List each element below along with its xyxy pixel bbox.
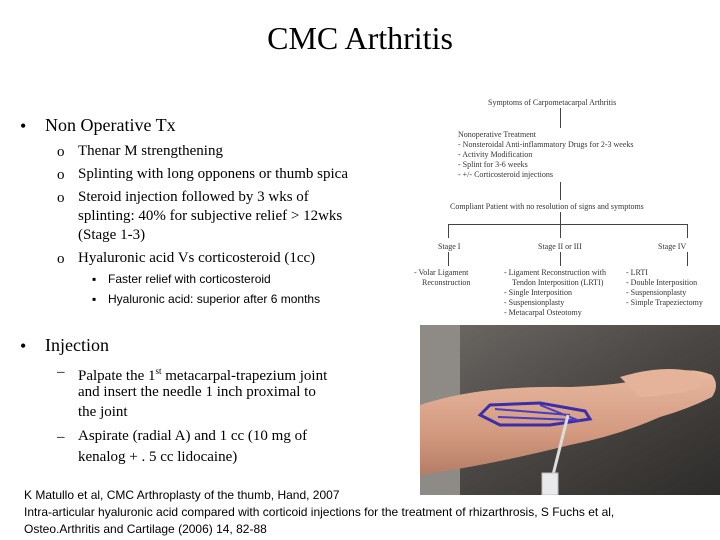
stage23-item: - Metacarpal Osteotomy (504, 308, 582, 317)
square-bullet-icon: ▪ (92, 272, 97, 286)
flowchart-box-item: - +/- Corticosteroid injections (458, 170, 553, 179)
list-item-continuation: splinting: 40% for subjective relief > 12wks (78, 208, 343, 224)
stage23-item: - Ligament Reconstruction with (504, 268, 606, 277)
sub-bullet-icon: o (57, 144, 65, 160)
flowchart-box-item: - Nonsteroidal Anti-inflammatory Drugs for 2-3 weeks (458, 140, 634, 149)
list-subitem: Faster relief with corticosteroid (108, 272, 271, 286)
connector-line (560, 224, 561, 238)
connector-line (560, 252, 561, 266)
stage4-item: - Suspensionplasty (626, 288, 687, 297)
stage4-item: - Double Interposition (626, 278, 698, 287)
dash-bullet-icon: – (57, 429, 65, 445)
stage-label: Stage IV (658, 242, 687, 251)
square-bullet-icon: ▪ (92, 292, 97, 306)
connector-line (687, 252, 688, 266)
reference-line: K Matullo et al, CMC Arthroplasty of the thumb, Hand, 2007 (24, 488, 340, 502)
stage23-item: - Suspensionplasty (504, 298, 565, 307)
list-item-continuation: the joint (78, 404, 128, 420)
stage-label: Stage II or III (538, 242, 582, 251)
list-item: Steroid injection followed by 3 wks of (78, 189, 309, 205)
list-item: Splinting with long opponens or thumb spica (78, 166, 348, 182)
slide-title: CMC Arthritis (267, 20, 453, 56)
reference-line: Osteo.Arthritis and Cartilage (2006) 14, 82-88 (24, 522, 267, 536)
stage4-item: - LRTI (626, 268, 648, 277)
list-subitem: Hyaluronic acid: superior after 6 months (108, 292, 321, 306)
stage23-item: - Single Interposition (504, 288, 572, 297)
list-item-continuation: and insert the needle 1 inch proximal to (78, 384, 316, 400)
sub-bullet-icon: o (57, 167, 65, 183)
stage1-item: Reconstruction (422, 278, 471, 287)
sub-bullet-icon: o (57, 190, 65, 206)
list-item-continuation: (Stage 1-3) (78, 227, 146, 243)
flowchart-box-item: - Splint for 3-6 weeks (458, 160, 528, 169)
connector-line (448, 224, 688, 225)
dash-bullet-icon: – (57, 364, 65, 380)
connector-line (687, 224, 688, 238)
bullet-icon: • (20, 116, 27, 136)
list-item: Aspirate (radial A) and 1 cc (10 mg of (78, 428, 308, 444)
stage1-item: - Volar Ligament (414, 268, 469, 277)
section-heading-injection: Injection (45, 335, 109, 355)
sub-bullet-icon: o (57, 251, 65, 267)
connector-line (448, 252, 449, 266)
flowchart-top: Symptoms of Carpometacarpal Arthritis (488, 98, 617, 107)
list-item: Palpate the 1st metacarpal-trapezium joint (78, 366, 328, 384)
connector-line (560, 108, 561, 128)
connector-line (560, 182, 561, 200)
stage4-item: - Simple Trapeziectomy (626, 298, 703, 307)
reference-line: Intra-articular hyaluronic acid compared with corticoid injections for the treatment of rhizarthrosis, S Fuchs et al, (24, 505, 615, 519)
connector-line (560, 212, 561, 224)
stage23-item: Tendon Interposition (LRTI) (512, 278, 604, 287)
treatment-flowchart (410, 92, 720, 322)
bullet-icon: • (20, 336, 27, 356)
list-item: Thenar M strengthening (78, 143, 223, 159)
list-item: Hyaluronic acid Vs corticosteroid (1cc) (78, 250, 316, 266)
flowchart-middle: Compliant Patient with no resolution of signs and symptoms (450, 202, 644, 211)
flowchart-box-item: - Activity Modification (458, 150, 533, 159)
injection-photo (420, 325, 720, 495)
list-item-continuation: kenalog + . 5 cc lidocaine) (78, 449, 238, 465)
stage-label: Stage I (438, 242, 461, 251)
flowchart-box-title: Nonoperative Treatment (458, 130, 536, 139)
connector-line (448, 224, 449, 238)
section-heading-nonoperative: Non Operative Tx (45, 115, 176, 135)
